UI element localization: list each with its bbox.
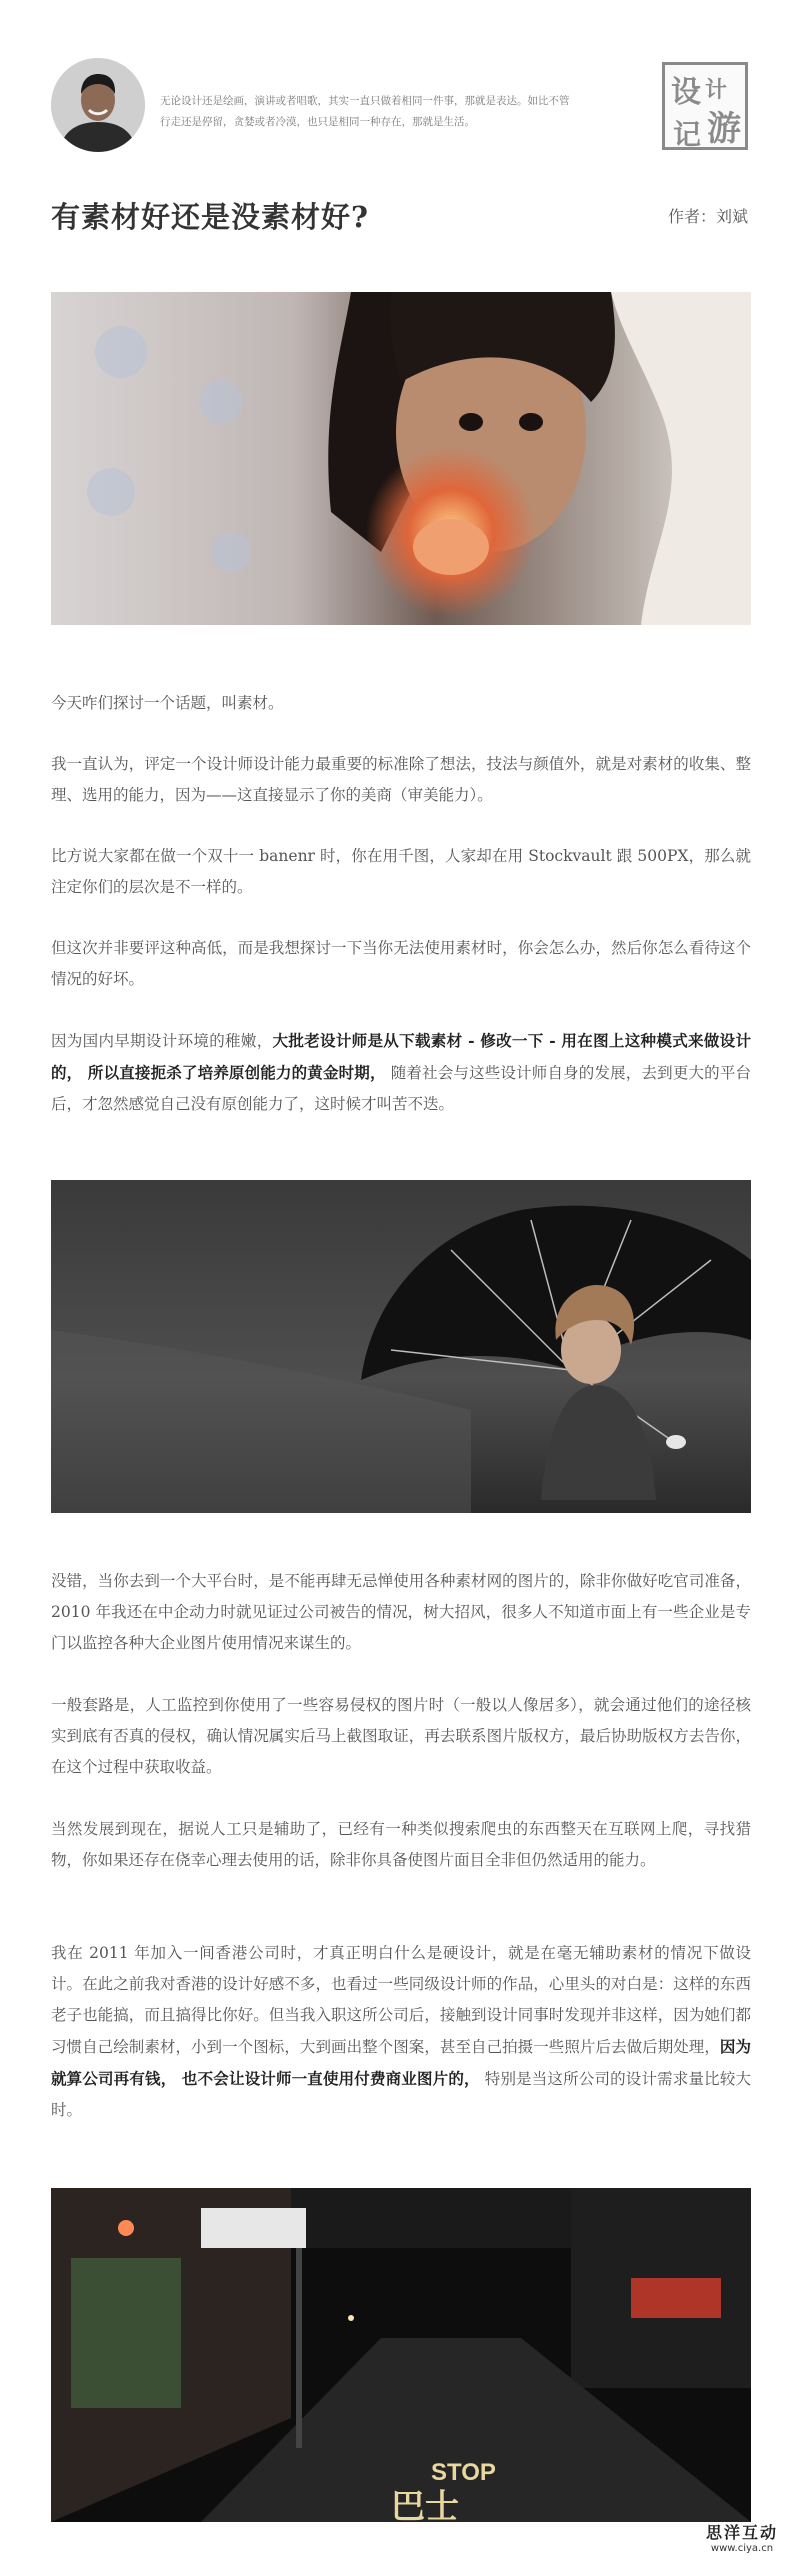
paragraph-5-emphasis: 大批老设计师是从下载素材 - 修改一下 - 用在图上这种模式来做设计的， 所以直接扼杀了培养原创能力的黄金时期，	[51, 1031, 751, 1082]
image-night-street	[51, 2188, 751, 2522]
watermark-url: www.ciya.cn	[710, 2543, 774, 2554]
author-intro: 无论设计还是绘画，演讲或者唱歌，其实一直只做着相同一件事，那就是表达。如比不管行走还是停留，贪婪或者冷漠，也只是相同一种存在，那就是生活。	[160, 94, 570, 128]
paragraph-5: 因为国内早期设计环境的稚嫩，大批老设计师是从下载素材 - 修改一下 - 用在图上这种模式来做设计的， 所以直接扼杀了培养原创能力的黄金时期， 随着社会与这些设计师自身的发展，去到更大的平台后，才忽然感觉自己没有原创能力了，这时候才叫苦不迭。	[51, 1031, 751, 1113]
column-logo-stamp: 设 计 游 记	[662, 62, 748, 150]
paragraph-4: 但这次并非要评这种高低，而是我想探讨一下当你无法使用素材时，你会怎么办，然后你怎么看待这个情况的好坏。	[51, 939, 751, 988]
hero-image-girl-candle	[51, 292, 751, 625]
paragraph-1: 今天咋们探讨一个话题，叫素材。	[51, 694, 284, 712]
road-marking-stop: STOP	[431, 2459, 496, 2486]
paragraph-9: 我在 2011 年加入一间香港公司时，才真正明白什么是硬设计，就是在毫无辅助素材的情况下做设计。在此之前我对香港的设计好感不多，也看过一些同级设计师的作品，心里头的对白是：这样的东西老子也能搞，而且搞得比你好。但当我入职这所公司后，接触到设计同事时发现并非这样，因为她们都习惯自己绘制素材，小到一个图标，大到画出整个图案，甚至自己拍摄一些照片后去做后期处理，因为就算公司再有钱， 也不会让设计师一直使用付费商业图片的， 特别是当这所公司的设计需求量比较大时。	[51, 1944, 751, 2119]
paragraph-2: 我一直认为，评定一个设计师设计能力最重要的标准除了想法，技法与颜值外，就是对素材的收集、整理、选用的能力，因为——这直接显示了你的美商（审美能力）。	[51, 755, 751, 804]
article-author: 作者：刘斌	[667, 207, 748, 226]
paragraph-7: 一般套路是，人工监控到你使用了一些容易侵权的图片时（一般以人像居多），就会通过他们的途径核实到底有否真的侵权，确认情况属实后马上截图取证，再去联系图片版权方，最后协助版权方去告你，在这个过程中获取收益。	[51, 1696, 751, 1776]
site-watermark	[706, 2520, 778, 2554]
road-marking-bus: 巴士	[391, 2487, 459, 2522]
article-title: 有素材好还是没素材好?	[51, 200, 369, 234]
paragraph-9-emphasis: 因为就算公司再有钱， 也不会让设计师一直使用付费商业图片的，	[51, 2037, 751, 2088]
paragraph-8: 当然发展到现在，据说人工只是辅助了，已经有一种类似搜索爬虫的东西整天在互联网上爬，寻找猎物，你如果还存在侥幸心理去使用的话，除非你具备使图片面目全非但仍然适用的能力。	[51, 1820, 751, 1869]
author-avatar	[51, 58, 145, 152]
paragraph-6: 没错，当你去到一个大平台时，是不能再肆无忌惮使用各种素材网的图片的，除非你做好吃官司准备，2010 年我还在中企动力时就见证过公司被告的情况，树大招风，很多人不知道市面上有一些企业是专门以监控各种大企业图片使用情况来谋生的。	[51, 1572, 751, 1652]
image-child-umbrella	[51, 1180, 751, 1513]
paragraph-3: 比方说大家都在做一个双十一 banenr 时，你在用千图，人家却在用 Stockvault 跟 500PX，那么就注定你们的层次是不一样的。	[51, 847, 751, 896]
watermark-name: 思洋互动	[705, 2523, 778, 2542]
